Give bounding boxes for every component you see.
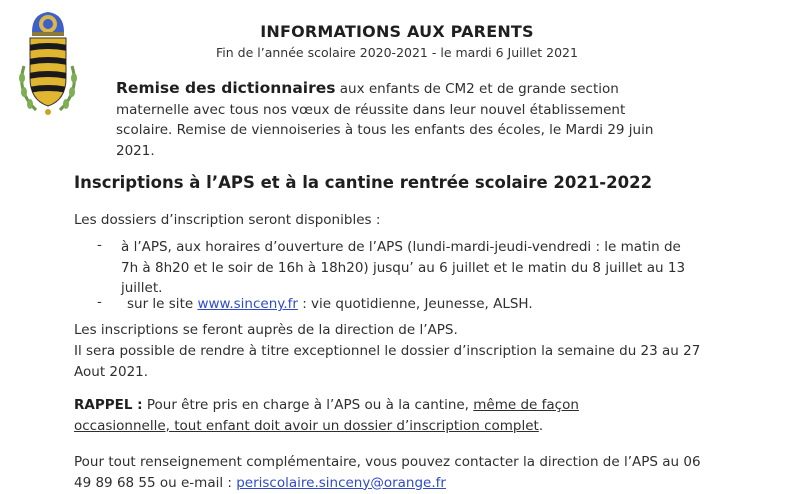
dictionary-paragraph [116,78,676,161]
reminder-label: RAPPEL : [74,397,143,413]
email-link[interactable]: periscolaire.sinceny@orange.fr [236,474,446,491]
list-item-website [127,294,533,315]
aps-section-heading: Inscriptions à l’APS et à la cantine rentrée scolaire 2021-2022 [74,173,653,192]
contact-paragraph [74,452,714,493]
list-dash: - [97,237,102,253]
reminder-text: Pour être pris en charge à l’APS ou à la cantine, [142,397,474,413]
dictionary-heading: Remise des dictionnaires [116,79,336,97]
reminder-underlined-text: même de façon occasionnelle, tout enfant doit avoir un dossier d’inscription complet [74,397,579,434]
website-suffix: : vie quotidienne, Jeunesse, ALSH. [297,296,533,312]
aps-intro: Les dossiers d’inscription seront disponibles : [74,212,381,228]
page-title: INFORMATIONS AUX PARENTS [260,22,534,41]
reminder-end: . [538,417,544,434]
aps-exception-note: Il sera possible de rendre à titre exceptionnel le dossier d’inscription la semaine du 23 au 27 Aout 2021. [74,343,701,380]
website-link[interactable]: www.sinceny.fr [197,296,298,312]
reminder-paragraph [74,395,634,436]
list-item-aps-hours: à l’APS, aux horaires d’ouverture de l’APS (lundi-mardi-jeudi-vendredi : le matin de 7h à 8h20 et le soir de 16h à 18h20) jusqu’ au 6 juillet et le matin du 8 juillet au 13 juillet. [121,239,686,296]
dictionary-text: aux enfants de CM2 et de grande section maternelle avec tous nos vœux de réussite dans leur nouvel établissement scolaire. Remise de viennoiseries à tous les enfants des écoles, le Mardi 29 juin 2021. [116,81,654,159]
website-prefix: sur le site [127,296,198,312]
list-dash: - [97,294,102,310]
contact-text: Pour tout renseignement complémentaire, vous pouvez contacter la direction de l’APS au 06 49 89 68 55 ou e-mail : [74,454,701,491]
aps-direction-note: Les inscriptions se feront auprès de la direction de l’APS. [74,322,458,338]
page-subtitle: Fin de l’année scolaire 2020-2021 - le mardi 6 Juillet 2021 [216,45,578,60]
